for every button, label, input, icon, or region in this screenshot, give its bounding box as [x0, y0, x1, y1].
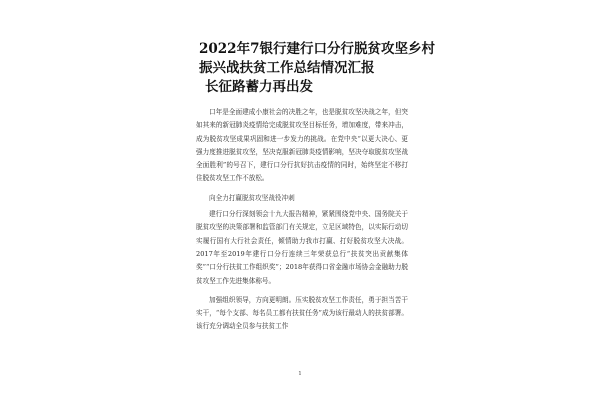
paragraph-intro: 口年是全面建成小康社会的决胜之年，也是脱贫攻坚决战之年，但突如其来的新冠肺炎疫情给完成脱贫攻坚目标任务，增加难度，带来冲击，成为脱贫攻坚成果巩固和进一步发力的挑战。在党中央“以更大决心、更强力度推进脱贫攻坚，坚决克服新冠肺炎疫情影响，坚决夺取脱贫攻坚战全面胜利”的号召下，建行口分行抗好抗击疫情的同时，始终坚定不移打住脱贫攻坚工作不放松。: [196, 108, 408, 183]
section-heading: 向全力打赢脱贫攻坚战役冲刺: [209, 193, 295, 202]
title-line-1: 2022年7银行建行口分行脱贫攻坚乡村: [199, 41, 435, 57]
document-body: [196, 106, 408, 340]
paragraph-leadership: 加强组织领导，方向更明朗。压实脱贫攻坚工作责任，勇于担当苦干实干，“每个支部、每名员工都有扶贫任务”成为该行最动人的扶贫部署。该行充分调动全员参与扶贫工作: [196, 295, 408, 331]
title-line-3: 长征路蓄力再出发: [205, 79, 313, 95]
title-line-2: 振兴战扶贫工作总结情况汇报: [199, 60, 375, 76]
document-title: [199, 40, 449, 97]
page-number: 1: [298, 371, 302, 377]
paragraph-achievements: 建行口分行深刻领会十九大报告精神，紧紧围绕党中央、国务院关于脱贫攻坚的决策部署和监管部门有关规定，立足区域特色，以实际行动切实履行国有大行社会责任，倾情助力我市打赢、打好脱贫攻坚大决战。2017年至2019年建行口分行连续三年荣获总行“扶贫突出贡献集体奖”“口分行扶贫工作组织奖”；2018年获得口省金融市场协会金融助力脱贫攻坚工作先进集体称号。: [196, 210, 408, 285]
